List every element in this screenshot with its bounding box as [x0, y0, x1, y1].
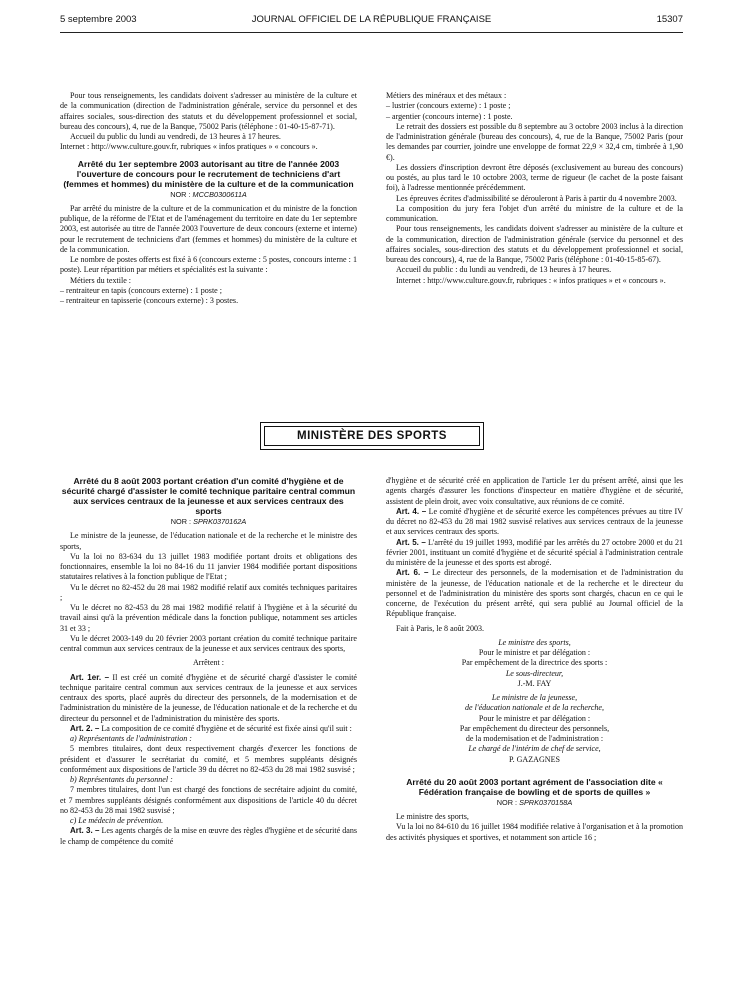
decree-title: Arrêté du 20 août 2003 portant agrément de l'association dite « Fédération française de bowling et de sports de quilles » — [406, 776, 663, 797]
top-right-column — [386, 91, 683, 286]
paragraph: Vu la loi no 83-634 du 13 juillet 1983 modifiée portant droits et obligations des fonctionnaires, ensemble la loi no 84-16 du 11 janvier 1984 modifiée portant dispositions statutaires relatives à la fonction publique de l'Etat ; — [60, 551, 357, 582]
list-item: – lustrier (concours externe) : 1 poste ; — [386, 101, 511, 111]
nor-reference: NOR : SPRK0370162A — [170, 517, 247, 526]
signature-line: Le ministre de la jeunesse, — [491, 693, 578, 702]
page-header — [60, 14, 683, 28]
paragraph: Vu le décret no 82-453 du 28 mai 1982 modifié relatif à l'hygiène et à la sécurité du travail ainsi qu'à la prévention médicale dans la fonction publique, notamment ses articles 31 et 33 ; — [60, 603, 357, 633]
paragraph: d'hygiène et de sécurité créé en application de l'article 1er du présent arrêté, ainsi que les agents chargés d'assurer les fonctions d'inspecteur en matière d'hygiène et de sécurité, assistent de plein droit, avec voix consultative, aux réunions de ce comité. — [386, 476, 683, 506]
paragraph: Le nombre de postes offerts est fixé à 6 (concours externe : 5 postes, concours interne : 1 poste). Leur répartition par métiers et spécialités est la suivante : — [60, 255, 357, 275]
signature-line: de la modernisation et de l'administration : — [465, 734, 604, 743]
sub-heading: b) Représentants du personnel : — [70, 775, 173, 784]
decree-title: Arrêté du 8 août 2003 portant création d'un comité d'hygiène et de sécurité chargé d'assister le comité technique paritaire central commun aux services centraux de la jeunesse et aux services centraux des sports — [61, 476, 356, 516]
decree-title: Arrêté du 1er septembre 2003 autorisant au titre de l'année 2003 l'ouverture de concours pour le recrutement de techniciens d'art (femmes et hommes) du ministère de la culture et de la communication — [63, 158, 354, 189]
signature-line: Pour le ministre et par délégation : — [478, 713, 591, 723]
paragraph: Accueil du public : du lundi au vendredi, de 13 heures à 17 heures. — [396, 265, 612, 275]
paragraph: Métiers des minéraux et des métaux : — [386, 91, 507, 100]
journal-title: JOURNAL OFFICIEL DE LA RÉPUBLIQUE FRANÇAISE — [251, 14, 492, 25]
paragraph: Les épreuves écrites d'admissibilité se dérouleront à Paris à partir du 4 novembre 2003. — [396, 193, 677, 203]
page-number: 15307 — [656, 14, 683, 25]
arretent: Arrêtent : — [192, 658, 225, 668]
header-rule — [60, 32, 683, 33]
signature-line: Le ministre des sports, — [498, 637, 571, 647]
paragraph: Pour tous renseignements, les candidats doivent s'adresser au ministère de la culture et de la communication, direction de l'administration générale (service du personnel et des affaires sociales, sous-direction des statuts et du développement professionnel et social, bureau des concours), 4, rue de la Banque, 75002 Paris (téléphone : 01-40-15-85-67). — [386, 224, 683, 264]
paragraph: Le retrait des dossiers est possible du 8 septembre au 3 octobre 2003 inclus à la direction de l'administration générale (bureau des concours), 4, rue de la Banque, 75002 Paris (pour les demandes par courrier, joindre une enveloppe de format 22,9 × 32,4 cm, timbrée à 1,90 €). — [386, 121, 683, 162]
paragraph: Vu le décret 2003-149 du 20 février 2003 portant création du comité technique paritaire central commun aux services centraux de la jeunesse et aux services centraux des sports, — [60, 633, 357, 653]
paragraph: Le ministre de la jeunesse, de l'éducation nationale et de la recherche et le ministre des sports, — [60, 531, 357, 551]
ministry-banner — [260, 422, 484, 450]
paragraph: Par arrêté du ministre de la culture et de la communication et du ministre de la fonction publique, de la réforme de l'Etat et de l'aménagement du territoire en date du 1er septembre 2003, est autorisée au titre de l'année 2003 l'ouverture de deux concours (externe et interne) pour le recrutement de techniciens d'art (femmes et hommes) du ministère de la culture et de la communication. — [60, 203, 357, 254]
signatory-name: P. GAZAGNES — [509, 754, 560, 764]
issue-date: 5 septembre 2003 — [60, 14, 137, 25]
paragraph: Vu le décret no 82-452 du 28 mai 1982 modifié relatif aux comités techniques paritaires ; — [60, 582, 357, 602]
signature-line: Le sous-directeur, — [505, 668, 564, 678]
nor-reference: NOR : SPRK0370158A — [496, 797, 573, 807]
article-5: Art. 5. – L'arrêté du 19 juillet 1993, modifié par les arrêtés du 27 octobre 2000 et du 21 février 2001, instituant un comité d'hygiène et de sécurité spécial à l'administration centrale du ministère de la jeunesse et des sports est abrogé. — [386, 537, 683, 567]
article-1: Art. 1er. – Il est créé un comité d'hygiène et de sécurité chargé d'assister le comité technique paritaire central commun aux services centraux de la jeunesse et aux services centraux des sports, placé auprès du directeur des personnels, de la modernisation et de l'administration du ministère de la jeunesse, de l'éducation nationale et de la recherche et du directeur du personnel et de l'administration du ministère des sports. — [60, 672, 357, 723]
sub-heading: a) Représentants de l'administration : — [70, 734, 192, 743]
list-item: – rentraiteur en tapis (concours externe) : 1 poste ; — [60, 285, 222, 295]
signatory-name: J.-M. FAY — [517, 678, 552, 688]
list-item: – rentraiteur en tapisserie (concours externe) : 3 postes. — [60, 296, 239, 305]
signature-line: Pour le ministre et par délégation : — [478, 648, 591, 657]
signature-line: Par empêchement du directeur des personnels, — [459, 723, 610, 733]
top-left-column — [60, 91, 357, 306]
fait-a-paris: Fait à Paris, le 8 août 2003. — [396, 623, 485, 633]
bottom-right-column — [386, 476, 683, 843]
signature-line: de l'éducation nationale et de la recherche, — [465, 703, 604, 713]
paragraph: Vu la loi no 84-610 du 16 juillet 1984 modifiée relative à l'organisation et à la promotion des activités physiques et sportives, et notamment son article 16 ; — [386, 822, 683, 842]
paragraph: Accueil du public du lundi au vendredi, de 13 heures à 17 heures. — [70, 132, 281, 141]
sub-heading: c) Le médecin de prévention. — [70, 816, 164, 825]
signature-line: Le chargé de l'intérim de chef de service, — [468, 744, 601, 754]
paragraph: Internet : http://www.culture.gouv.fr, rubriques « infos pratiques » « concours ». — [60, 142, 318, 152]
paragraph: Le ministre des sports, — [396, 812, 469, 821]
paragraph: La composition du jury fera l'objet d'un arrêté du ministre de la culture et de la communication. — [386, 203, 683, 223]
paragraph: Pour tous renseignements, les candidats doivent s'adresser au ministère de la culture et de la communication (direction de l'administration générale, service du personnel et des affaires sociales, sous-direction des statuts et du développement professionnel et social, bureau des concours), 4, rue de la Banque, 75002 Paris (téléphone : 01-40-15-87-71). — [60, 91, 357, 131]
paragraph: 5 membres titulaires, dont deux respectivement chargés d'exercer les fonctions de président et d'assurer le secrétariat du comité, et 5 membres suppléants désignés conformément aux dispositions de l'article 39 du décret no 82-453 du 28 mai 1982 susvisé ; — [60, 744, 357, 774]
article-3: Art. 3. – Les agents chargés de la mise en œuvre des règles d'hygiène et de sécurité dans le champ de compétence du comité — [60, 826, 357, 846]
signature-line: Par empêchement de la directrice des sports : — [461, 658, 608, 668]
article-4: Art. 4. – Le comité d'hygiène et de sécurité exerce les compétences prévues au titre IV du décret no 82-453 du 28 mai 1982 susvisé relatives aux services centraux de la jeunesse et aux services centraux des sports. — [386, 506, 684, 537]
ministry-title: MINISTÈRE DES SPORTS — [264, 426, 480, 446]
paragraph: Internet : http://www.culture.gouv.fr, rubriques : « infos pratiques » et « concours ». — [396, 275, 666, 285]
list-item: – argentier (concours interne) : 1 poste. — [386, 111, 513, 121]
nor-reference: NOR : MCCB0300611A — [170, 189, 247, 199]
paragraph: 7 membres titulaires, dont l'un est chargé des fonctions de secrétaire adjoint du comité, et 7 membres suppléants désignés conformément aux dispositions de l'article 40 du décret no 82-453 du 28 mai 1982 susvisé ; — [60, 785, 357, 815]
article-2: Art. 2. – La composition de ce comité d'hygiène et de sécurité est fixée ainsi qu'il suit : — [70, 723, 352, 733]
paragraph: Les dossiers d'inscription devront être déposés (exclusivement au bureau des concours) ou postés, au plus tard le 10 octobre 2003, terme de rigueur (le cachet de la poste faisant foi), à l'adresse mentionnée précédemment. — [386, 162, 683, 193]
bottom-left-column — [60, 476, 357, 847]
article-6: Art. 6. – Le directeur des personnels, de la modernisation et de l'administration du ministère de la jeunesse, de l'éducation nationale et de la recherche et le directeur du personnel et de l'administration du ministère des sports sont chargés, chacun en ce qui le concerne, de l'exécution du présent arrêté, qui sera publié au Journal officiel de la République française. — [386, 568, 684, 619]
paragraph: Métiers du textile : — [70, 275, 132, 285]
